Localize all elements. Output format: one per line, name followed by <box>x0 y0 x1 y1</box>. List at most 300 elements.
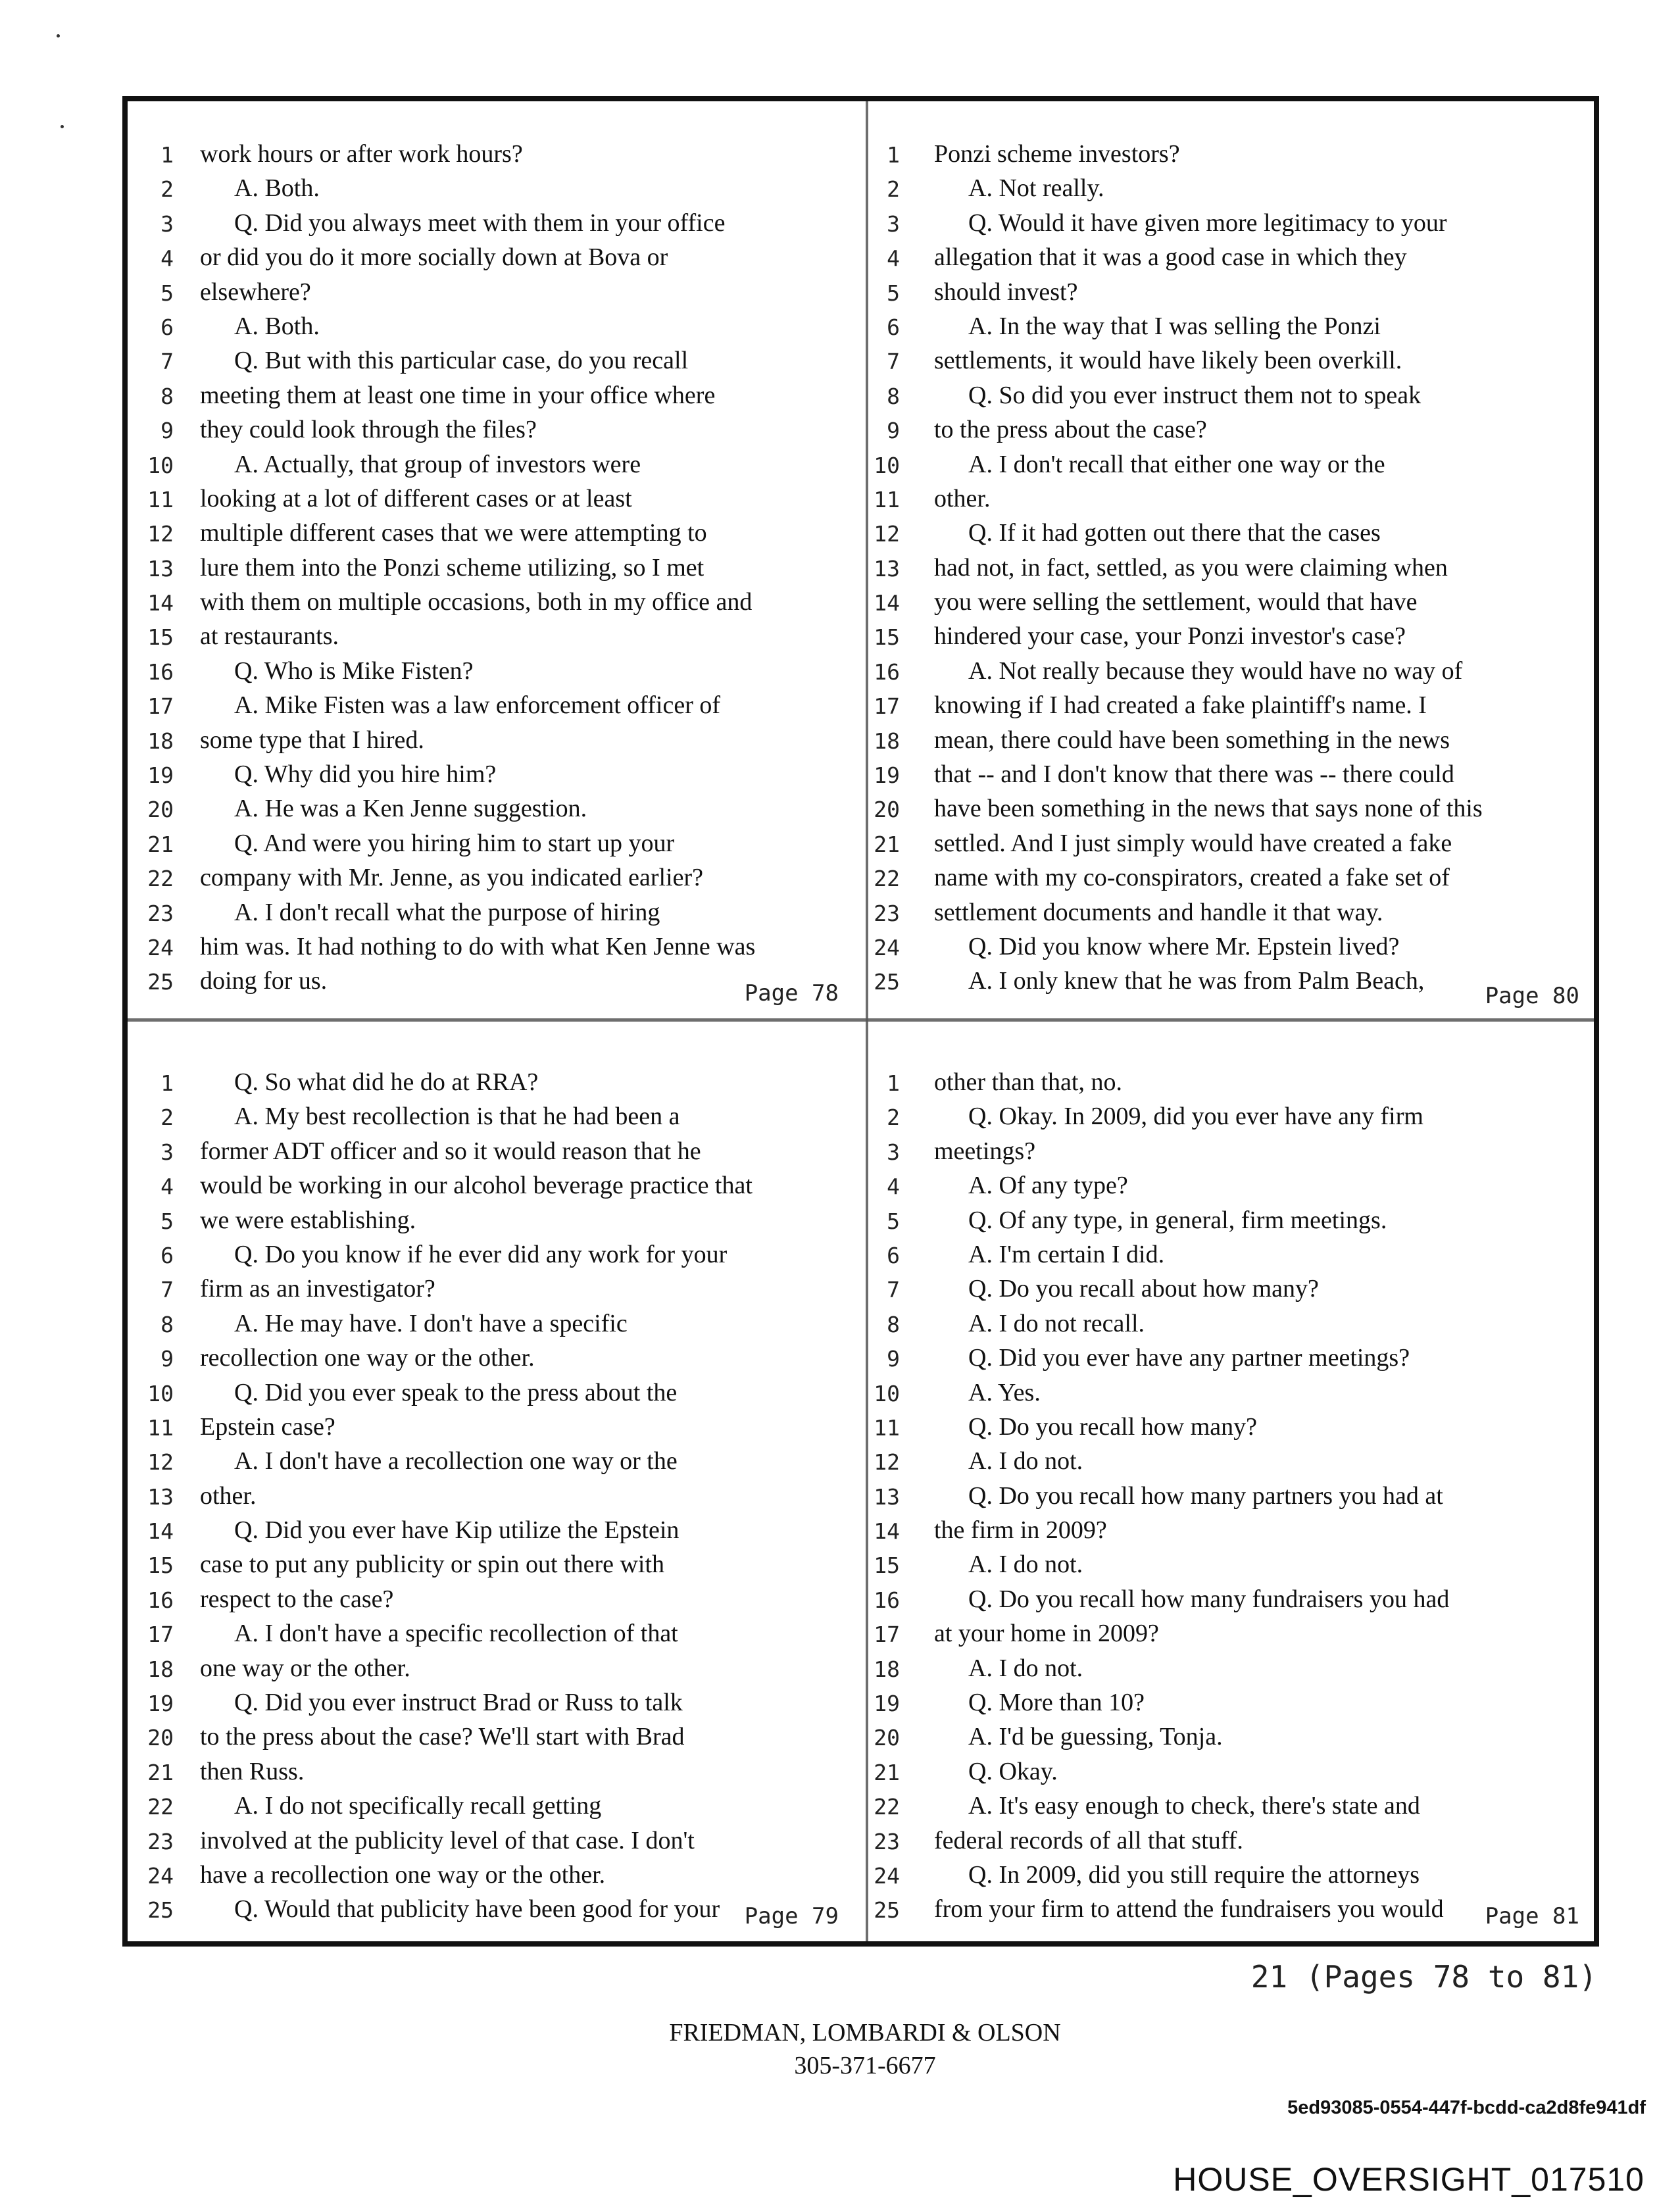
line-text: the firm in 2009? <box>934 1516 1107 1545</box>
transcript-line <box>868 862 1595 896</box>
line-number: 11 <box>147 1414 174 1441</box>
transcript-lines <box>868 138 1595 1000</box>
line-text: involved at the publicity level of that case. I don't <box>200 1826 695 1854</box>
line-number: 24 <box>147 934 174 960</box>
transcript-line <box>868 586 1595 620</box>
transcript-line <box>128 793 854 827</box>
transcript-line <box>868 1480 1595 1514</box>
transcript-line <box>128 207 854 241</box>
line-text: A. I don't have a specific recollection of that <box>234 1620 678 1648</box>
transcript-line <box>868 1170 1595 1204</box>
line-number: 1 <box>161 1070 174 1096</box>
line-text: Q. Did you ever speak to the press about the <box>234 1378 678 1406</box>
line-number: 6 <box>887 314 900 340</box>
transcript-line <box>128 552 854 586</box>
line-number: 17 <box>874 693 900 720</box>
line-text: A. My best recollection is that he had been a <box>234 1103 680 1131</box>
line-number: 25 <box>874 1897 900 1924</box>
transcript-line <box>128 1170 854 1204</box>
line-text: lure them into the Ponzi scheme utilizing, so I met <box>200 553 704 582</box>
line-text: Q. So did you ever instruct them not to speak <box>968 381 1421 409</box>
line-number: 23 <box>874 1828 900 1854</box>
transcript-line <box>868 724 1595 758</box>
transcript-lines <box>128 138 854 1000</box>
line-number: 13 <box>874 1483 900 1510</box>
transcript-line <box>128 517 854 551</box>
page-label: Page 81 <box>1485 1903 1579 1929</box>
line-text: A. Yes. <box>968 1378 1041 1406</box>
line-number: 15 <box>147 624 174 651</box>
transcript-line <box>868 1445 1595 1479</box>
line-number: 9 <box>161 1346 174 1372</box>
line-text: mean, there could have been something in the news <box>934 726 1450 754</box>
line-number: 1 <box>887 1070 900 1096</box>
line-number: 10 <box>874 452 900 478</box>
transcript-line <box>128 1411 854 1445</box>
transcript-line <box>128 655 854 689</box>
line-text: A. It's easy enough to check, there's state and <box>968 1792 1420 1820</box>
line-text: former ADT officer and so it would reason that he <box>200 1137 701 1165</box>
line-number: 2 <box>161 1105 174 1131</box>
transcript-line <box>128 620 854 655</box>
transcript-line <box>868 655 1595 689</box>
transcript-line <box>128 1239 854 1273</box>
line-number: 2 <box>161 176 174 203</box>
line-text: Ponzi scheme investors? <box>934 140 1180 168</box>
line-number: 8 <box>161 1311 174 1337</box>
transcript-line <box>868 1239 1595 1273</box>
line-number: 3 <box>887 1139 900 1165</box>
transcript-line <box>868 1721 1595 1755</box>
line-text: A. Mike Fisten was a law enforcement officer of <box>234 691 720 720</box>
transcript-line <box>128 1618 854 1652</box>
line-number: 21 <box>874 1759 900 1785</box>
transcript-line <box>128 1066 854 1101</box>
transcript-line <box>868 1583 1595 1618</box>
document-hash: 5ed93085-0554-447f-bcdd-ca2d8fe941df <box>1287 2097 1646 2118</box>
line-number: 21 <box>147 831 174 857</box>
line-number: 6 <box>161 1242 174 1268</box>
transcript-line <box>868 1514 1595 1549</box>
transcript-line <box>868 380 1595 414</box>
line-text: Q. Did you know where Mr. Epstein lived? <box>968 932 1400 960</box>
line-text: A. Not really. <box>968 174 1104 203</box>
transcript-line <box>868 1859 1595 1893</box>
transcript-line <box>128 1514 854 1549</box>
line-number: 23 <box>147 900 174 926</box>
transcript-lines <box>868 1066 1595 1928</box>
transcript-line <box>868 1790 1595 1824</box>
transcript-line <box>128 1652 854 1687</box>
line-text: from your firm to attend the fundraisers you would <box>934 1895 1444 1924</box>
transcript-line <box>868 483 1595 517</box>
transcript-line <box>868 1618 1595 1652</box>
line-number: 16 <box>874 1587 900 1613</box>
line-number: 4 <box>887 245 900 272</box>
line-text: Q. Did you ever have any partner meetings? <box>968 1344 1410 1372</box>
line-text: other. <box>200 1481 257 1510</box>
transcript-line <box>868 1273 1595 1307</box>
transcript-line <box>128 689 854 724</box>
line-number: 12 <box>874 1449 900 1476</box>
line-text: A. Not really because they would have no way of <box>968 657 1463 685</box>
line-number: 22 <box>874 1794 900 1820</box>
page-label: Page 79 <box>744 1903 839 1929</box>
line-text: Q. Okay. <box>968 1757 1058 1785</box>
line-text: A. Both. <box>234 174 320 203</box>
line-number: 10 <box>147 452 174 478</box>
bates-number: HOUSE_OVERSIGHT_017510 <box>1173 2161 1644 2198</box>
line-number: 23 <box>874 900 900 926</box>
line-text: should invest? <box>934 278 1078 306</box>
line-number: 4 <box>161 245 174 272</box>
transcript-page-78 <box>128 101 854 1016</box>
line-text: at restaurants. <box>200 622 339 651</box>
transcript-line <box>128 1445 854 1479</box>
line-text: that -- and I don't know that there was -- there could <box>934 760 1454 789</box>
transcript-line <box>868 449 1595 483</box>
line-text: Q. Did you always meet with them in your office <box>234 209 726 237</box>
transcript-line <box>868 207 1595 241</box>
scan-speck <box>57 34 60 37</box>
transcript-line <box>868 241 1595 276</box>
transcript-line <box>128 1377 854 1411</box>
line-number: 5 <box>161 1208 174 1234</box>
line-number: 13 <box>147 1483 174 1510</box>
line-number: 25 <box>147 1897 174 1924</box>
line-number: 24 <box>874 934 900 960</box>
line-number: 2 <box>887 176 900 203</box>
line-text: Q. Did you ever have Kip utilize the Epstein <box>234 1516 679 1545</box>
transcript-line <box>868 1342 1595 1376</box>
line-number: 7 <box>161 1277 174 1303</box>
transcript-page-80 <box>868 101 1595 1016</box>
page-label: Page 78 <box>744 980 839 1006</box>
line-text: Q. Of any type, in general, firm meetings. <box>968 1206 1387 1234</box>
line-number: 5 <box>887 1208 900 1234</box>
line-text: Q. Do you know if he ever did any work for your <box>234 1240 728 1268</box>
transcript-lines <box>128 1066 854 1928</box>
line-number: 22 <box>874 866 900 892</box>
line-text: to the press about the case? <box>934 416 1207 444</box>
line-text: case to put any publicity or spin out there with <box>200 1551 665 1579</box>
line-number: 14 <box>147 1518 174 1545</box>
line-text: A. I do not. <box>968 1447 1083 1476</box>
transcript-line <box>868 689 1595 724</box>
reporter-name: FRIEDMAN, LOMBARDI & OLSON <box>669 2019 1061 2047</box>
transcript-line <box>128 345 854 379</box>
line-number: 8 <box>161 383 174 409</box>
line-number: 11 <box>147 486 174 512</box>
line-text: A. I do not. <box>968 1654 1083 1682</box>
line-number: 12 <box>874 521 900 547</box>
reporter-phone: 305-371-6677 <box>794 2052 936 2079</box>
line-text: A. I'm certain I did. <box>968 1240 1165 1268</box>
line-text: Q. Would that publicity have been good for your <box>234 1895 720 1924</box>
transcript-line <box>128 449 854 483</box>
line-text: A. I do not recall. <box>968 1309 1145 1337</box>
transcript-line <box>128 1721 854 1755</box>
transcript-line <box>128 758 854 793</box>
line-text: him was. It had nothing to do with what Ken Jenne was <box>200 932 756 960</box>
court-reporter <box>0 2016 1680 2082</box>
line-text: A. I'd be guessing, Tonja. <box>968 1723 1223 1751</box>
line-number: 16 <box>874 658 900 685</box>
line-number: 17 <box>147 693 174 720</box>
line-text: allegation that it was a good case in which they <box>934 243 1407 272</box>
line-text: knowing if I had created a fake plaintiff's name. I <box>934 691 1427 720</box>
line-number: 23 <box>147 1828 174 1854</box>
transcript-line <box>868 1687 1595 1721</box>
transcript-line <box>128 586 854 620</box>
line-number: 16 <box>147 1587 174 1613</box>
line-number: 14 <box>874 590 900 616</box>
transcript-line <box>128 724 854 758</box>
line-text: Q. Did you ever instruct Brad or Russ to talk <box>234 1689 683 1717</box>
transcript-line <box>868 758 1595 793</box>
line-number: 5 <box>161 280 174 306</box>
transcript-line <box>128 1859 854 1893</box>
transcript-line <box>128 1135 854 1170</box>
line-text: federal records of all that stuff. <box>934 1826 1243 1854</box>
line-number: 19 <box>874 1691 900 1717</box>
line-number: 21 <box>874 831 900 857</box>
transcript-line <box>128 897 854 931</box>
line-number: 19 <box>874 762 900 789</box>
transcript-line <box>868 1135 1595 1170</box>
line-text: Q. Why did you hire him? <box>234 760 497 789</box>
line-text: to the press about the case? We'll start with Brad <box>200 1723 685 1751</box>
transcript-line <box>128 276 854 311</box>
transcript-line <box>868 897 1595 931</box>
line-text: Q. Who is Mike Fisten? <box>234 657 474 685</box>
line-text: A. He may have. I don't have a specific <box>234 1309 628 1337</box>
transcript-line <box>128 931 854 965</box>
line-number: 8 <box>887 1311 900 1337</box>
line-text: elsewhere? <box>200 278 311 306</box>
transcript-line <box>868 1205 1595 1239</box>
transcript-line <box>128 1756 854 1790</box>
line-number: 3 <box>887 211 900 237</box>
transcript-page-81 <box>868 1022 1595 1936</box>
transcript-line <box>128 241 854 276</box>
line-number: 11 <box>874 486 900 512</box>
transcript-line <box>868 828 1595 862</box>
line-number: 22 <box>147 866 174 892</box>
line-number: 7 <box>887 1277 900 1303</box>
line-text: settlements, it would have likely been overkill. <box>934 347 1402 375</box>
line-number: 22 <box>147 1794 174 1820</box>
line-number: 6 <box>161 314 174 340</box>
line-number: 15 <box>874 624 900 651</box>
line-text: one way or the other. <box>200 1654 410 1682</box>
transcript-line <box>868 345 1595 379</box>
transcript-line <box>128 1101 854 1135</box>
line-text: multiple different cases that we were attempting to <box>200 519 707 547</box>
transcript-line <box>868 414 1595 448</box>
transcript-page-79 <box>128 1022 854 1936</box>
line-number: 20 <box>874 797 900 823</box>
transcript-line <box>868 1549 1595 1583</box>
transcript-line <box>868 1756 1595 1790</box>
line-number: 25 <box>147 969 174 995</box>
transcript-line <box>128 1342 854 1376</box>
transcript-line <box>868 517 1595 551</box>
line-number: 18 <box>147 728 174 754</box>
line-text: with them on multiple occasions, both in my office and <box>200 588 753 616</box>
transcript-line <box>128 138 854 172</box>
line-text: looking at a lot of different cases or at least <box>200 484 632 512</box>
pages-range: 21 (Pages 78 to 81) <box>1250 1959 1597 1995</box>
line-number: 24 <box>147 1862 174 1889</box>
line-text: then Russ. <box>200 1757 305 1785</box>
line-number: 9 <box>161 418 174 444</box>
transcript-line <box>868 1652 1595 1687</box>
line-text: firm as an investigator? <box>200 1275 435 1303</box>
transcript-line <box>868 931 1595 965</box>
line-text: A. He was a Ken Jenne suggestion. <box>234 795 587 823</box>
line-number: 15 <box>147 1553 174 1579</box>
line-number: 12 <box>147 521 174 547</box>
line-text: Q. In 2009, did you still require the attorneys <box>968 1860 1420 1889</box>
transcript-line <box>868 1411 1595 1445</box>
line-number: 3 <box>161 211 174 237</box>
transcript-line <box>868 1825 1595 1859</box>
transcript-line <box>868 620 1595 655</box>
transcript-line <box>128 380 854 414</box>
line-text: Q. Okay. In 2009, did you ever have any firm <box>968 1103 1423 1131</box>
transcript-line <box>128 1480 854 1514</box>
line-number: 14 <box>874 1518 900 1545</box>
line-number: 19 <box>147 1691 174 1717</box>
line-number: 1 <box>887 142 900 168</box>
transcript-line <box>128 1687 854 1721</box>
transcript-line <box>128 862 854 896</box>
line-text: other. <box>934 484 991 512</box>
line-number: 13 <box>874 555 900 582</box>
transcript-line <box>868 311 1595 345</box>
line-number: 3 <box>161 1139 174 1165</box>
line-text: Q. So what did he do at RRA? <box>234 1068 539 1096</box>
line-text: A. I don't have a recollection one way or the <box>234 1447 678 1476</box>
line-number: 20 <box>874 1725 900 1751</box>
line-number: 10 <box>147 1380 174 1406</box>
line-text: would be working in our alcohol beverage practice that <box>200 1172 753 1200</box>
line-text: we were establishing. <box>200 1206 416 1234</box>
line-text: A. Both. <box>234 312 320 340</box>
line-number: 14 <box>147 590 174 616</box>
line-text: A. Of any type? <box>968 1172 1128 1200</box>
line-text: Q. Do you recall about how many? <box>968 1275 1319 1303</box>
line-text: name with my co-conspirators, created a fake set of <box>934 864 1450 892</box>
transcript-line <box>868 138 1595 172</box>
line-number: 20 <box>147 1725 174 1751</box>
transcript-line <box>128 483 854 517</box>
line-text: Q. But with this particular case, do you recall <box>234 347 689 375</box>
line-text: meeting them at least one time in your office where <box>200 381 716 409</box>
line-number: 17 <box>147 1622 174 1648</box>
transcript-line <box>128 311 854 345</box>
line-number: 18 <box>874 728 900 754</box>
line-text: Q. Would it have given more legitimacy to your <box>968 209 1447 237</box>
line-text: some type that I hired. <box>200 726 424 754</box>
line-number: 16 <box>147 658 174 685</box>
line-number: 25 <box>874 969 900 995</box>
line-number: 20 <box>147 797 174 823</box>
line-text: A. I don't recall that either one way or the <box>968 450 1385 478</box>
line-text: Q. Do you recall how many? <box>968 1412 1257 1441</box>
transcript-line <box>868 793 1595 827</box>
line-number: 13 <box>147 555 174 582</box>
transcript-line <box>868 1101 1595 1135</box>
line-text: doing for us. <box>200 967 328 995</box>
transcript-line <box>128 828 854 862</box>
transcript-frame <box>122 96 1599 1947</box>
transcript-line <box>868 1308 1595 1342</box>
line-text: or did you do it more socially down at Bova or <box>200 243 668 272</box>
line-number: 5 <box>887 280 900 306</box>
line-text: other than that, no. <box>934 1068 1122 1096</box>
line-text: at your home in 2009? <box>934 1620 1159 1648</box>
line-text: have a recollection one way or the other. <box>200 1860 606 1889</box>
page-label: Page 80 <box>1485 983 1579 1009</box>
line-text: A. Actually, that group of investors were <box>234 450 641 478</box>
transcript-line <box>128 1583 854 1618</box>
transcript-line <box>128 1308 854 1342</box>
line-number: 2 <box>887 1105 900 1131</box>
transcript-line <box>128 1273 854 1307</box>
transcript-line <box>868 172 1595 207</box>
line-text: A. I don't recall what the purpose of hiring <box>234 898 660 926</box>
line-number: 18 <box>147 1656 174 1682</box>
line-number: 8 <box>887 383 900 409</box>
line-text: A. I do not. <box>968 1551 1083 1579</box>
line-number: 7 <box>887 349 900 375</box>
line-text: meetings? <box>934 1137 1036 1165</box>
line-text: A. In the way that I was selling the Ponzi <box>968 312 1381 340</box>
line-text: Q. If it had gotten out there that the cases <box>968 519 1381 547</box>
line-number: 11 <box>874 1414 900 1441</box>
line-text: Q. And were you hiring him to start up your <box>234 829 675 857</box>
transcript-line <box>868 276 1595 311</box>
line-number: 15 <box>874 1553 900 1579</box>
transcript-line <box>128 414 854 448</box>
line-text: settled. And I just simply would have created a fake <box>934 829 1452 857</box>
transcript-line <box>128 1825 854 1859</box>
line-number: 18 <box>874 1656 900 1682</box>
line-text: Q. Do you recall how many fundraisers you had <box>968 1585 1450 1613</box>
line-text: hindered your case, your Ponzi investor's case? <box>934 622 1406 651</box>
line-text: settlement documents and handle it that way. <box>934 898 1383 926</box>
line-number: 6 <box>887 1242 900 1268</box>
line-number: 4 <box>887 1174 900 1200</box>
transcript-line <box>128 1549 854 1583</box>
line-number: 12 <box>147 1449 174 1476</box>
line-number: 21 <box>147 1759 174 1785</box>
line-text: they could look through the files? <box>200 416 537 444</box>
line-number: 9 <box>887 418 900 444</box>
line-text: had not, in fact, settled, as you were claiming when <box>934 553 1448 582</box>
line-number: 7 <box>161 349 174 375</box>
line-text: work hours or after work hours? <box>200 140 523 168</box>
transcript-line <box>128 1790 854 1824</box>
line-number: 9 <box>887 1346 900 1372</box>
line-number: 17 <box>874 1622 900 1648</box>
line-text: recollection one way or the other. <box>200 1344 535 1372</box>
line-number: 4 <box>161 1174 174 1200</box>
line-text: have been something in the news that says none of this <box>934 795 1483 823</box>
transcript-line <box>128 1205 854 1239</box>
